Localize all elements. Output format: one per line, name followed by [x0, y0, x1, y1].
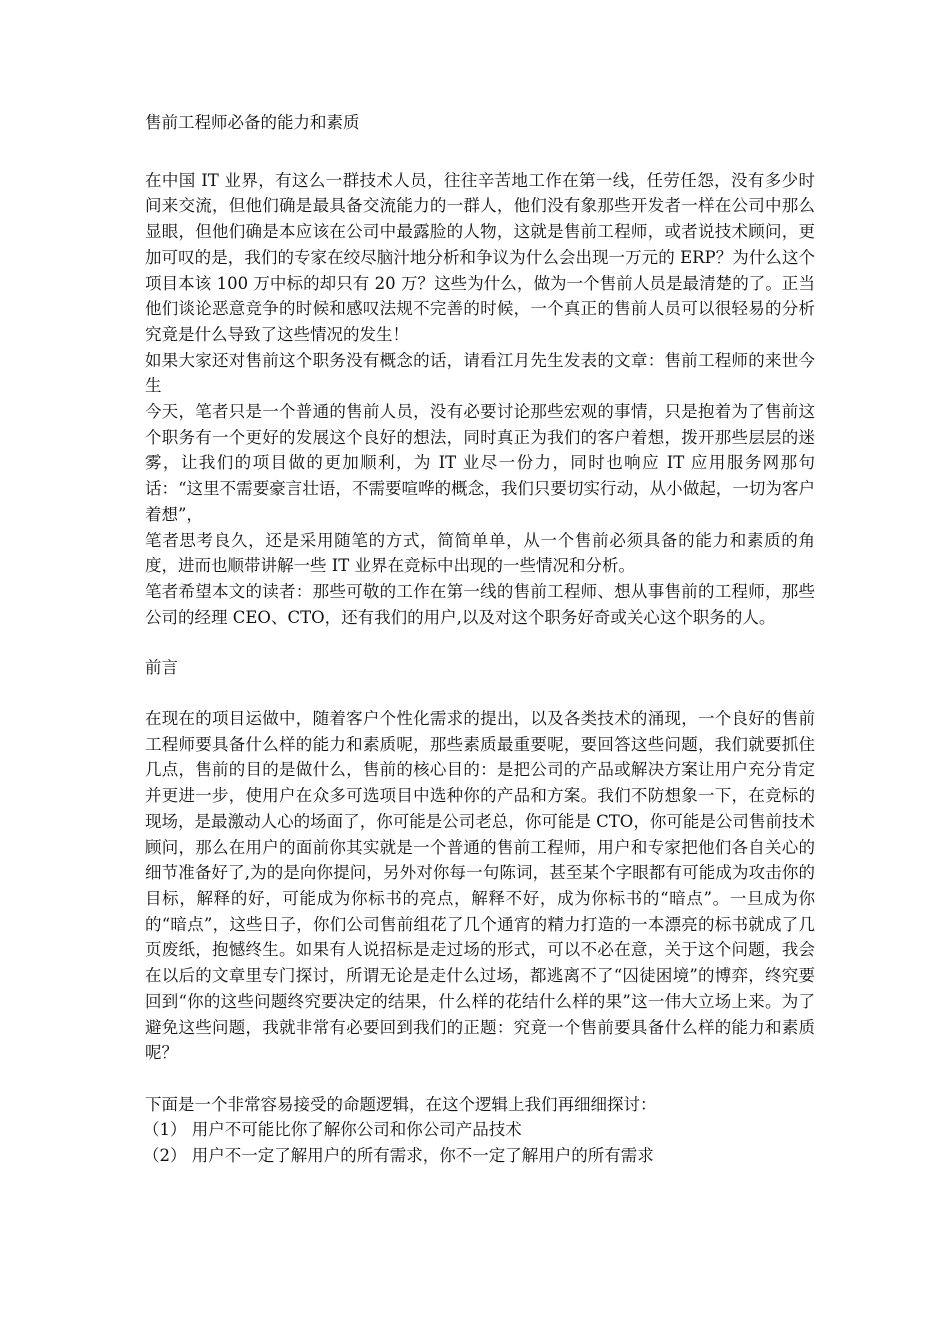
- preface-paragraph: 在现在的项目运做中，随着客户个性化需求的提出，以及各类技术的涌现，一个良好的售前工程师要具备什么样的能力和素质呢，那些素质最重要呢，要回答这些问题，我们就要抓住几点，售前的目的是做什么，售前的核心目的：是把公司的产品或解决方案让用户充分肯定并更进一步，使用户在众多可选项目中选种你的产品和方案。我们不防想象一下，在竞标的现场，是最激动人心的场面了，你可能是公司老总，你可能是 CTO，你可能是公司售前技术顾问，那么在用户的面前你其实就是一个普通的售前工程师，用户和专家把他们各自关心的细节准备好了,为的是向你提问，另外对你每一句陈词，甚至某个字眼都有可能成为攻击你的目标，解释的好，可能成为你标书的亮点，解释不好，成为你标书的“暗点”。一旦成为你的“暗点”，这些日子，你们公司售前组花了几个通宵的精力打造的一本漂亮的标书就成了几页废纸，抱憾终生。如果有人说招标是走过场的形式，可以不必在意，关于这个问题，我会在以后的文章里专门探讨，所谓无论是走什么过场，都逃离不了“囚徒困境”的博弈，终究要回到“你的这些问题终究要决定的结果，什么样的花结什么样的果”这一伟大立场上来。为了避免这些问题，我就非常有必要回到我们的正题：究竟一个售前要具备什么样的能力和素质呢？: [145, 709, 815, 1063]
- logic-item-1: （1） 用户不可能比你了解你公司和你公司产品技术: [143, 1120, 522, 1140]
- section-heading-preface: 前言: [145, 658, 178, 678]
- intro-paragraph-1: 在中国 IT 业界，有这么一群技术人员，往往辛苦地工作在第一线，任劳任怨，没有多少时间来交流，但他们确是最具备交流能力的一群人，他们没有象那些开发者一样在公司中那么显眼，但他们确是本应该在公司中最露脸的人物，这就是售前工程师，或者说技术顾问，更加可叹的是，我们的专家在绞尽脑汁地分析和争议为什么会出现一万元的 ERP？为什么这个项目本该 100 万中标的却只有 20 万？这些为什么，做为一个售前人员是最清楚的了。正当他们谈论恶意竞争的时候和感叹法规不完善的时候，一个真正的售前人员可以很轻易的分析究竟是什么导致了这些情况的发生！: [145, 170, 815, 344]
- logic-item-2: （2） 用户不一定了解用户的所有需求，你不一定了解用户的所有需求: [143, 1146, 654, 1165]
- intro-paragraph-5: 笔者希望本文的读者：那些可敬的工作在第一线的售前工程师、想从事售前的工程师，那些公司的经理 CEO、CTO，还有我们的用户,以及对这个职务好奇或关心这个职务的人。: [145, 581, 815, 627]
- logic-intro: 下面是一个非常容易接受的命题逻辑，在这个逻辑上我们再细细探讨：: [145, 1094, 657, 1114]
- document-title: 售前工程师必备的能力和素质: [145, 113, 360, 132]
- intro-paragraph-4: 笔者思考良久，还是采用随笔的方式，简简单单，从一个售前必须具备的能力和素质的角度，进而也顺带讲解一些 IT 业界在竞标中出现的一些情况和分析。: [145, 530, 815, 576]
- document-body: [145, 110, 815, 1169]
- paragraph-spacer: [145, 1066, 815, 1092]
- intro-paragraph-3: 今天，笔者只是一个普通的售前人员，没有必要讨论那些宏观的事情，只是抱着为了售前这个职务有一个更好的发展这个良好的想法，同时真正为我们的客户着想，拨开那些层层的迷雾，让我们的项目做的更加顺利，为 IT 业尽一份力，同时也响应 IT 应用服务网那句话：“这里不需要豪言壮语，不需要喧哗的概念，我们只要切实行动，从小做起，一切为客户着想”，: [145, 402, 815, 524]
- intro-paragraph-2: 如果大家还对售前这个职务没有概念的话，请看江月先生发表的文章：售前工程师的来世今生: [145, 350, 815, 396]
